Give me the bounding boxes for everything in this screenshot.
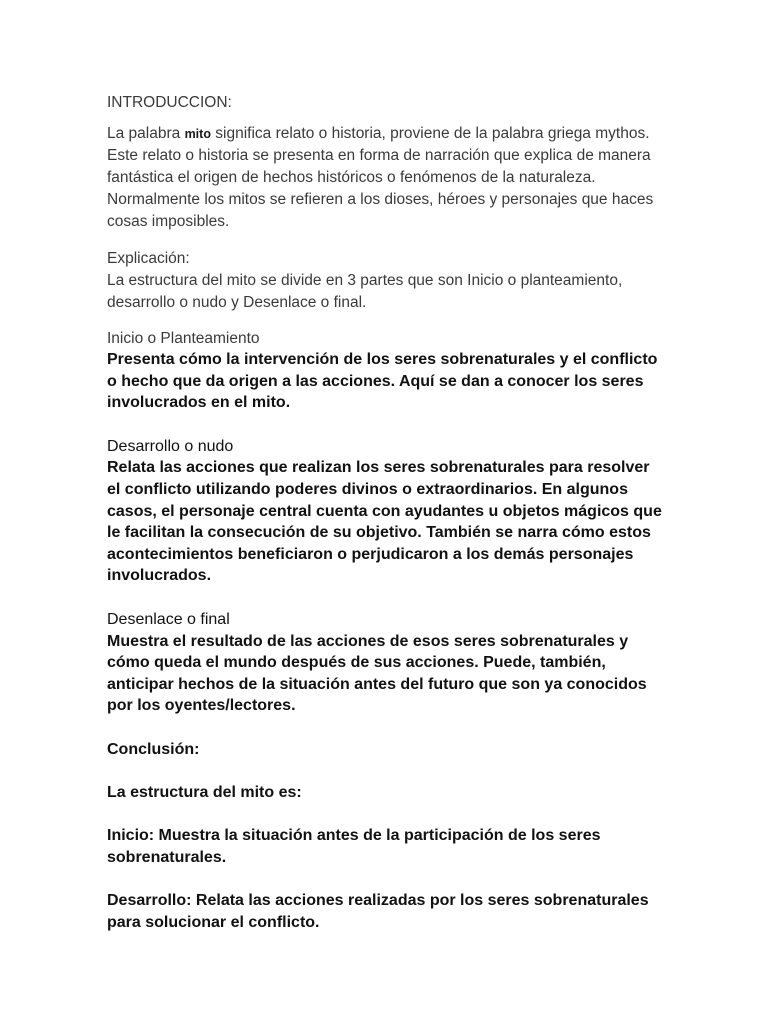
desarrollo-body: Relata las acciones que realizan los seres sobrenaturales para resolver el conflicto utilizando poderes divinos o extraordinarios. En algunos casos, el personaje central cuenta con ayudantes u objetos mágicos que le facilitan la consecución de su objetivo. También se narra cómo estos acontecimientos beneficiaron o perjudicaron a los demás personajes involucrados. bbox=[107, 459, 662, 585]
explicacion-body: La estructura del mito se divide en 3 partes que son Inicio o planteamiento, desarrollo o nudo y Desenlace o final. bbox=[107, 272, 623, 311]
explicacion-heading: Explicación: bbox=[107, 250, 190, 267]
inicio-heading: Inicio o Planteamiento bbox=[107, 330, 260, 347]
desenlace-body: Muestra el resultado de las acciones de esos seres sobrenaturales y cómo queda el mundo después de sus acciones. Puede, también, anticipar hechos de la situación antes del futuro que son ya conocidos por los oyentes/lectores. bbox=[107, 632, 647, 715]
inicio-body: Presenta cómo la intervención de los seres sobrenaturales y el conflicto o hecho que da origen a las acciones. Aquí se dan a conocer los seres involucrados en el mito. bbox=[107, 351, 658, 412]
document-title: INTRODUCCION: bbox=[107, 94, 232, 111]
conclusion-desarrollo: Desarrollo: Relata las acciones realizadas por los seres sobrenaturales para solucionar el conflicto. bbox=[107, 892, 649, 931]
intro-text-after: significa relato o historia, proviene de la palabra griega mythos. Este relato o historia se presenta en forma de narración que explica de manera fantástica el origen de hechos históricos o fenómenos de la naturaleza. Normalmente los mitos se refieren a los dioses, héroes y personajes que haces cosas imposibles. bbox=[107, 125, 654, 230]
desenlace-heading: Desenlace o final bbox=[107, 610, 230, 628]
conclusion-heading: Conclusión: bbox=[107, 740, 200, 758]
intro-text-before: La palabra bbox=[107, 125, 185, 142]
intro-paragraph bbox=[107, 123, 667, 233]
conclusion-inicio: Inicio: Muestra la situación antes de la participación de los seres sobrenaturales. bbox=[107, 827, 601, 866]
structure-label: La estructura del mito es: bbox=[107, 784, 302, 802]
document-page bbox=[107, 92, 667, 933]
desarrollo-heading: Desarrollo o nudo bbox=[107, 437, 234, 455]
intro-keyword: mito bbox=[184, 127, 211, 141]
